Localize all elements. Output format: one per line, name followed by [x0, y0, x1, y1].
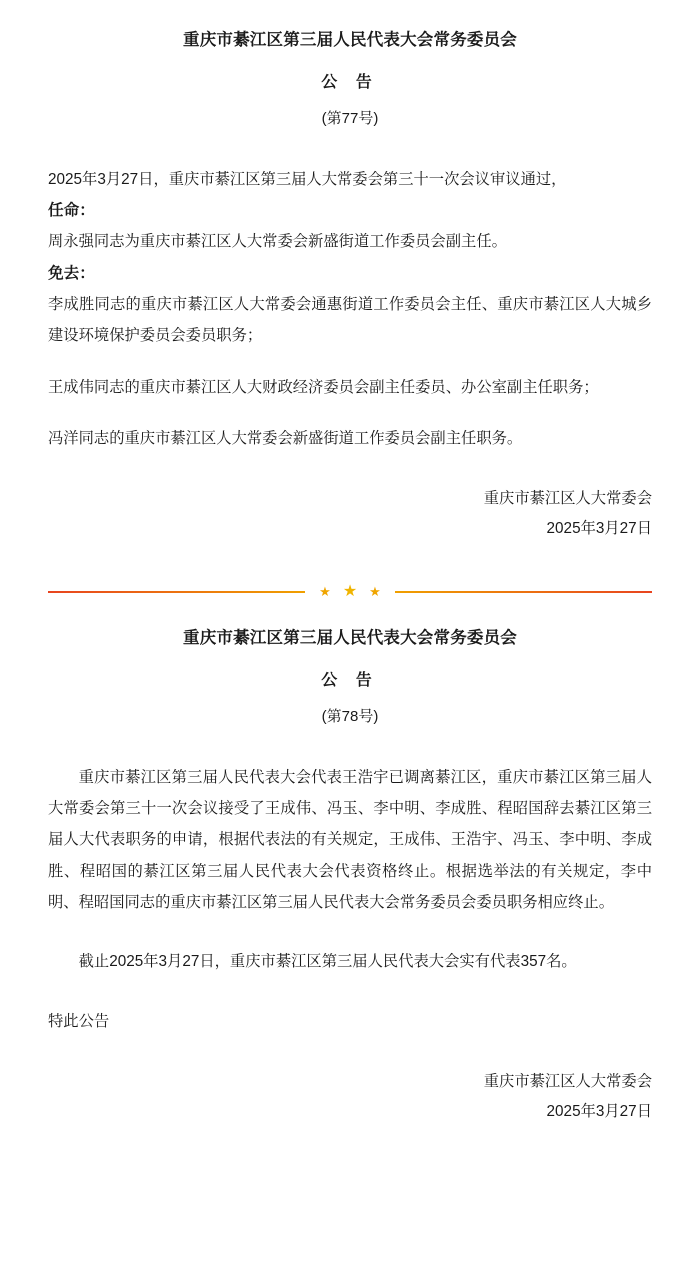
appointment-label: 任命：: [48, 202, 95, 220]
star-icon: ★: [319, 584, 331, 600]
dismissal-item: 李成胜同志的重庆市綦江区人大常委会通惠街道工作委员会主任、重庆市綦江区人大城乡建设环境保护委员会委员职务；: [48, 295, 652, 345]
section-divider: [48, 584, 652, 600]
closing-text: 特此公告: [48, 1012, 110, 1030]
dismissal-item: 冯洋同志的重庆市綦江区人大常委会新盛街道工作委员会副主任职务。: [48, 429, 523, 447]
dismissal-label: 免去：: [48, 264, 95, 282]
divider-line-left: [48, 591, 305, 593]
dismissal-item: 王成伟同志的重庆市綦江区人大财政经济委员会副主任委员、办公室副主任职务；: [48, 378, 599, 396]
star-icon: ★: [342, 582, 358, 600]
announcement-number: (第78号): [321, 707, 379, 725]
lead-paragraph: 2025年3月27日，重庆市綦江区第三届人大常委会第三十一次会议审议通过，: [48, 170, 567, 188]
star-icon: ★: [369, 584, 381, 600]
signature-date: 2025年3月27日: [546, 1102, 652, 1120]
signer-name: 重庆市綦江区人大常委会: [483, 490, 652, 508]
announcement-subtitle: 公 告: [321, 73, 379, 91]
signature-block: [48, 1067, 652, 1127]
page-title: 重庆市綦江区第三届人民代表大会常务委员会: [183, 31, 517, 49]
announcement-number: (第77号): [321, 109, 379, 127]
page-title: 重庆市綦江区第三届人民代表大会常务委员会: [183, 628, 517, 647]
signature-block: [48, 484, 652, 544]
divider-stars: [305, 584, 395, 600]
announcement-77: [48, 28, 652, 544]
appointment-text: 周永强同志为重庆市綦江区人大常委会新盛街道工作委员会副主任。: [48, 233, 507, 251]
announcement-78: [48, 626, 652, 1127]
signer-name: 重庆市綦江区人大常委会: [483, 1073, 652, 1090]
divider-line-right: [395, 591, 652, 593]
delegate-count-paragraph: 截止2025年3月27日，重庆市綦江区第三届人民代表大会实有代表357名。: [78, 953, 577, 971]
signature-date: 2025年3月27日: [546, 520, 652, 538]
body-paragraph: 重庆市綦江区第三届人民代表大会代表王浩宇已调离綦江区，重庆市綦江区第三届人大常委会第三十一次会议接受了王成伟、冯玉、李中明、李成胜、程昭国辞去綦江区第三届人大代表职务的申请，根据代表法的有关规定，王成伟、王浩宇、冯玉、李中明、李成胜、程昭国的綦江区第三届人民代表大会代表资格终止。根据选举法的有关规定，李中明、程昭国同志的重庆市綦江区第三届人民代表大会常务委员会委员职务相应终止。: [48, 768, 652, 911]
announcement-subtitle: 公 告: [321, 671, 379, 689]
